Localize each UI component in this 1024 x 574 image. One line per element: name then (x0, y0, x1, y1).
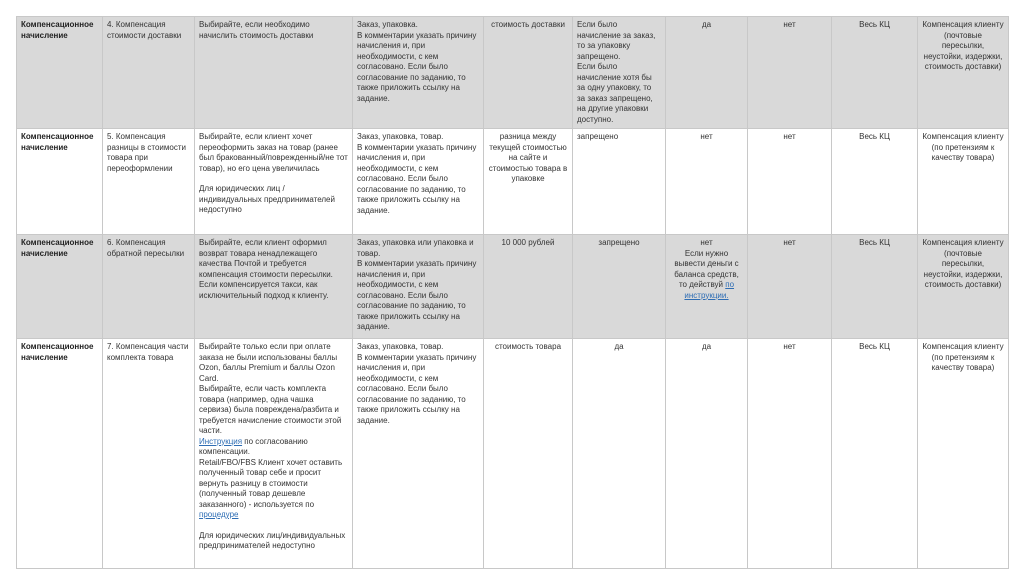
when-text: Если компенсируется такси, как исключительный подход к клиенту. (199, 280, 329, 300)
flag-cell: нет (748, 235, 832, 339)
scope-cell: Весь КЦ (832, 235, 918, 339)
table-row (17, 235, 1009, 339)
compensation-table-wrapper (16, 16, 1008, 569)
category-cell: Компенсационное начисление (17, 129, 103, 235)
when-text: Retail/FBO/FBS Клиент хочет оставить полученный товар себе и просит вернуть разницу в стоимости (полученный товар дешевле заказанного) - используется по (199, 457, 343, 509)
condition-text: Если было начисление за заказ, то за упаковку запрещено. (577, 20, 656, 61)
condition-text: запрещено (577, 132, 619, 141)
condition-cell (573, 235, 666, 339)
condition-text: да (614, 342, 624, 351)
comment-text: В комментарии указать причину начисления и, при необходимости, с кем согласовано. Если было согласование по заданию, то также приложить ссылку на задание. (357, 352, 477, 425)
when-text: Выбирайте, если клиент хочет переоформить заказ на товар (ранее был бракованный/поврежденный/не тот товар), но его цена увеличилась (199, 132, 348, 173)
type-cell: 7. Компенсация части комплекта товара (103, 339, 195, 569)
purpose-cell: Компенсация клиенту (по претензиям к качеству товара) (918, 129, 1009, 235)
when-cell (195, 235, 353, 339)
scope-cell: Весь КЦ (832, 129, 918, 235)
category-cell: Компенсационное начисление (17, 339, 103, 569)
condition-text: Если было начисление хотя бы за одну упаковку, то за заказ запрещено, на другие упаковки доступно. (577, 62, 653, 124)
instruction-link[interactable]: Инструкция (199, 436, 243, 446)
amount-cell: стоимость товара (484, 339, 573, 569)
type-cell: 6. Компенсация обратной пересылки (103, 235, 195, 339)
amount-cell: 10 000 рублей (484, 235, 573, 339)
when-text: Выбирайте, если клиент оформил возврат товара ненадлежащего качества Почтой и требуется компенсация стоимости пересылки. (199, 238, 333, 279)
when-note: Для юридических лиц / индивидуальных предпринимателей недоступно (199, 184, 335, 214)
flag-cell (666, 235, 748, 339)
comment-objects: Заказ, упаковка, товар. (357, 342, 444, 351)
category-cell: Компенсационное начисление (17, 235, 103, 339)
comment-text: В комментарии указать причину начисления и, при необходимости, с кем согласовано. Если было согласование по заданию, то также приложить ссылку на задание. (357, 142, 477, 215)
when-text: по согласованию компенсации. (199, 436, 308, 456)
flag-cell: нет (666, 129, 748, 235)
comment-cell (353, 339, 484, 569)
purpose-cell: Компенсация клиенту (почтовые пересылки, неустойки, издержки, стоимость доставки) (918, 235, 1009, 339)
comment-text: В комментарии указать причину начисления и, при необходимости, с кем согласовано. Если было согласование по заданию, то также приложить ссылку на задание. (357, 30, 477, 103)
table-row (17, 339, 1009, 569)
comment-cell (353, 235, 484, 339)
when-cell (195, 17, 353, 129)
comment-objects: Заказ, упаковка, товар. (357, 132, 444, 141)
category-cell: Компенсационное начисление (17, 17, 103, 129)
type-cell: 5. Компенсация разницы в стоимости товара при переоформлении (103, 129, 195, 235)
type-cell: 4. Компенсация стоимости доставки (103, 17, 195, 129)
flag-note: Если нужно вывести деньги с баланса средств, то действуй (674, 248, 739, 289)
flag-cell: нет (748, 339, 832, 569)
flag-cell: да (666, 339, 748, 569)
amount-cell: стоимость доставки (484, 17, 573, 129)
when-text: Выбирайте только если при оплате заказа не были использованы баллы Ozon, баллы Premium и баллы Ozon Card. (199, 342, 338, 383)
condition-cell (573, 129, 666, 235)
when-text: Выбирайте, если необходимо начислить стоимость доставки (199, 20, 314, 40)
flag-value: нет (700, 238, 713, 247)
comment-text: В комментарии указать причину начисления и, при необходимости, с кем согласовано. Если было согласование по заданию, то также приложить ссылку на задание. (357, 259, 477, 331)
amount-cell: разница между текущей стоимостью на сайте и стоимостью товара в упаковке (484, 129, 573, 235)
comment-objects: Заказ, упаковка или упаковка и товар. (357, 238, 474, 258)
when-note: Для юридических лиц/индивидуальных предпринимателей недоступно (199, 530, 346, 550)
flag-cell: нет (748, 129, 832, 235)
purpose-cell: Компенсация клиенту (по претензиям к качеству товара) (918, 339, 1009, 569)
table-row (17, 129, 1009, 235)
condition-text: запрещено (598, 238, 640, 247)
scope-cell: Весь КЦ (832, 17, 918, 129)
when-cell (195, 129, 353, 235)
comment-cell (353, 129, 484, 235)
comment-cell (353, 17, 484, 129)
procedure-link[interactable]: процедуре (199, 510, 239, 519)
scope-cell: Весь КЦ (832, 339, 918, 569)
condition-cell (573, 17, 666, 129)
purpose-cell: Компенсация клиенту (почтовые пересылки, неустойки, издержки, стоимость доставки) (918, 17, 1009, 129)
condition-cell (573, 339, 666, 569)
when-text: Выбирайте, если часть комплекта товара (например, одна чашка сервиза) была повреждена/разбита и требуется начисление стоимости этой части. (199, 384, 342, 435)
comment-objects: Заказ, упаковка. (357, 20, 418, 29)
flag-cell: да (666, 17, 748, 129)
when-cell (195, 339, 353, 569)
instruction-link[interactable]: по инструкции. (684, 280, 735, 300)
compensation-rules-table (16, 16, 1009, 569)
flag-cell: нет (748, 17, 832, 129)
table-row (17, 17, 1009, 129)
